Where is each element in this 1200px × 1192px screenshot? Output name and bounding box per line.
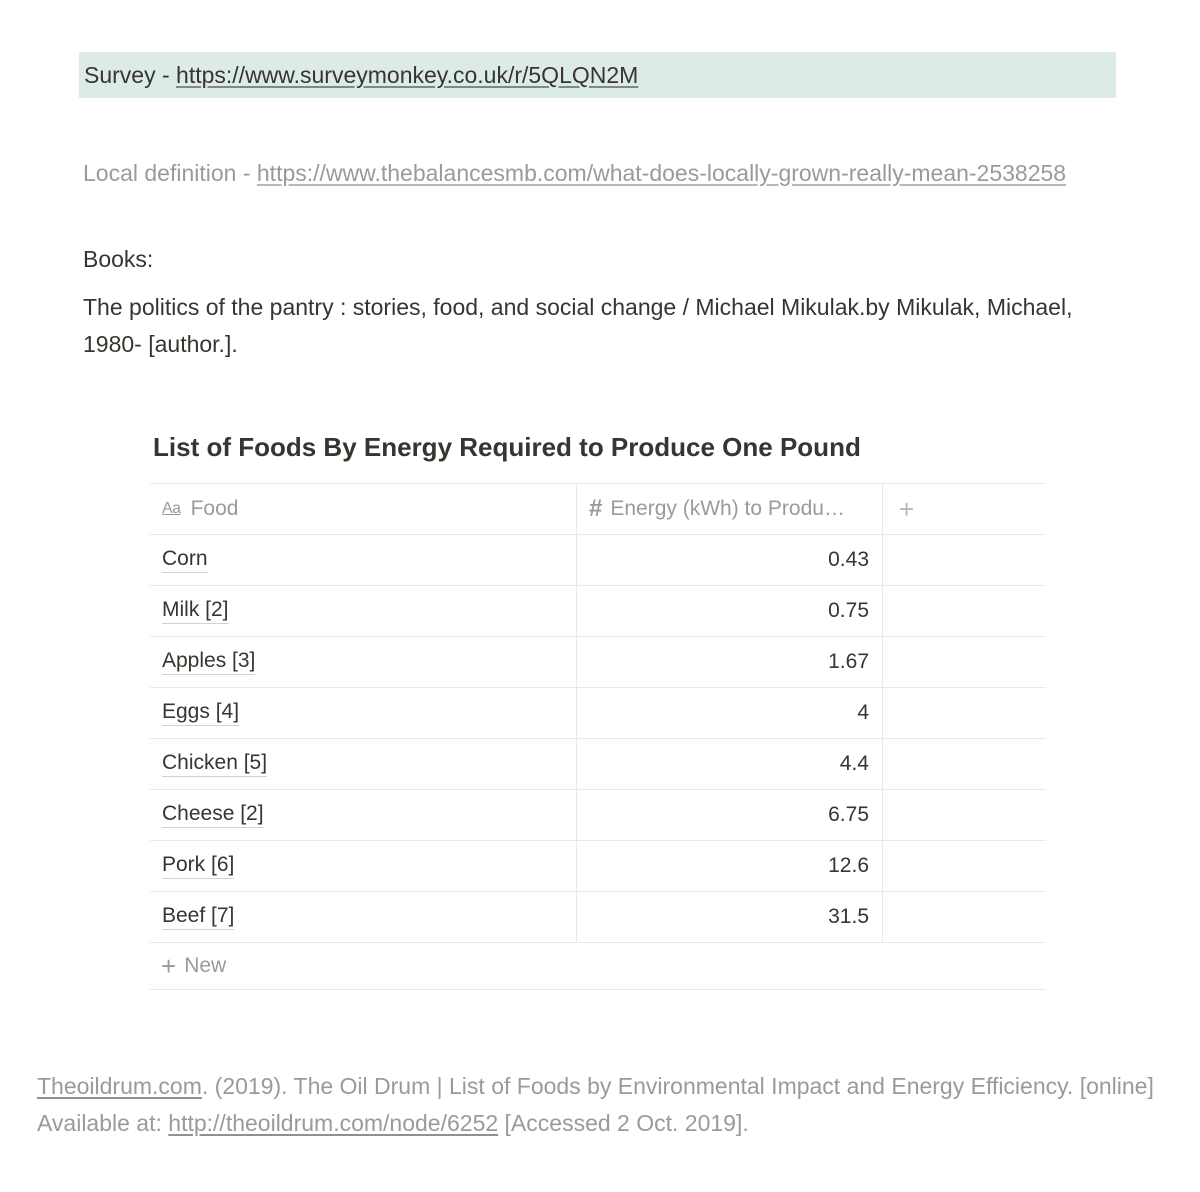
food-cell[interactable] bbox=[150, 586, 577, 636]
survey-prefix: Survey - bbox=[84, 62, 177, 88]
energy-column-label: Energy (kWh) to Produ… bbox=[610, 497, 845, 520]
food-cell[interactable] bbox=[150, 688, 577, 738]
empty-cell bbox=[883, 535, 1046, 585]
food-cell[interactable] bbox=[150, 841, 577, 891]
food-name[interactable]: Pork [6] bbox=[162, 853, 234, 879]
new-row-button[interactable] bbox=[150, 943, 1046, 990]
empty-cell bbox=[883, 739, 1046, 789]
food-name[interactable]: Corn bbox=[162, 547, 208, 573]
plus-icon: + bbox=[161, 950, 177, 981]
food-cell[interactable] bbox=[150, 739, 577, 789]
empty-cell bbox=[883, 841, 1046, 891]
food-column-header[interactable] bbox=[150, 484, 577, 534]
food-name[interactable]: Eggs [4] bbox=[162, 700, 239, 726]
citation-paragraph bbox=[37, 1068, 1167, 1142]
book-entry: The politics of the pantry : stories, food, and social change / Michael Mikulak.by Mikulak, Michael, 1980- [author.]. bbox=[83, 294, 1073, 357]
energy-cell[interactable]: 6.75 bbox=[577, 790, 883, 840]
empty-cell bbox=[883, 586, 1046, 636]
survey-callout bbox=[79, 52, 1116, 98]
foods-energy-table bbox=[150, 483, 1046, 990]
new-row-label: New bbox=[184, 954, 227, 977]
food-name[interactable]: Beef [7] bbox=[162, 904, 234, 930]
empty-cell bbox=[883, 790, 1046, 840]
table-row[interactable] bbox=[150, 841, 1046, 892]
food-name[interactable]: Chicken [5] bbox=[162, 751, 267, 777]
books-heading: Books: bbox=[83, 246, 154, 272]
table-row[interactable] bbox=[150, 892, 1046, 943]
local-definition-prefix: Local definition - bbox=[83, 160, 257, 186]
local-definition-paragraph bbox=[83, 155, 1113, 192]
energy-cell[interactable]: 1.67 bbox=[577, 637, 883, 687]
energy-cell[interactable]: 31.5 bbox=[577, 892, 883, 942]
energy-column-header[interactable] bbox=[577, 484, 883, 534]
number-property-icon: # bbox=[589, 495, 603, 522]
food-name[interactable]: Cheese [2] bbox=[162, 802, 264, 828]
energy-cell[interactable]: 4 bbox=[577, 688, 883, 738]
energy-cell[interactable]: 12.6 bbox=[577, 841, 883, 891]
table-row[interactable] bbox=[150, 790, 1046, 841]
local-definition-link[interactable]: https://www.thebalancesmb.com/what-does-locally-grown-really-mean-2538258 bbox=[256, 160, 1067, 186]
plus-icon: + bbox=[899, 493, 915, 524]
food-cell[interactable] bbox=[150, 535, 577, 585]
citation-text: . (2019). The Oil Drum | List of Foods by Environmental Impact and Energy Efficiency. [online] Available at: bbox=[37, 1073, 1154, 1136]
food-cell[interactable] bbox=[150, 637, 577, 687]
database-title[interactable]: List of Foods By Energy Required to Produce One Pound bbox=[153, 432, 861, 462]
table-row[interactable] bbox=[150, 739, 1046, 790]
table-row[interactable] bbox=[150, 688, 1046, 739]
energy-cell[interactable]: 4.4 bbox=[577, 739, 883, 789]
survey-link[interactable]: https://www.surveymonkey.co.uk/r/5QLQN2M bbox=[176, 62, 639, 88]
food-column-label: Food bbox=[190, 497, 239, 520]
energy-cell[interactable]: 0.75 bbox=[577, 586, 883, 636]
citation-url-link[interactable]: http://theoildrum.com/node/6252 bbox=[168, 1110, 499, 1136]
table-row[interactable] bbox=[150, 637, 1046, 688]
table-row[interactable] bbox=[150, 586, 1046, 637]
table-body bbox=[150, 535, 1046, 943]
table-header-row bbox=[150, 484, 1046, 535]
table-row[interactable] bbox=[150, 535, 1046, 586]
text-property-icon: Aa bbox=[162, 500, 181, 517]
food-cell[interactable] bbox=[150, 790, 577, 840]
food-name[interactable]: Apples [3] bbox=[162, 649, 255, 675]
empty-cell bbox=[883, 688, 1046, 738]
add-column-button[interactable] bbox=[883, 484, 1046, 534]
empty-cell bbox=[883, 637, 1046, 687]
food-name[interactable]: Milk [2] bbox=[162, 598, 229, 624]
citation-site-link[interactable]: Theoildrum.com bbox=[37, 1073, 202, 1099]
food-cell[interactable] bbox=[150, 892, 577, 942]
citation-accessed: [Accessed 2 Oct. 2019]. bbox=[498, 1110, 749, 1136]
empty-cell bbox=[883, 892, 1046, 942]
energy-cell[interactable]: 0.43 bbox=[577, 535, 883, 585]
